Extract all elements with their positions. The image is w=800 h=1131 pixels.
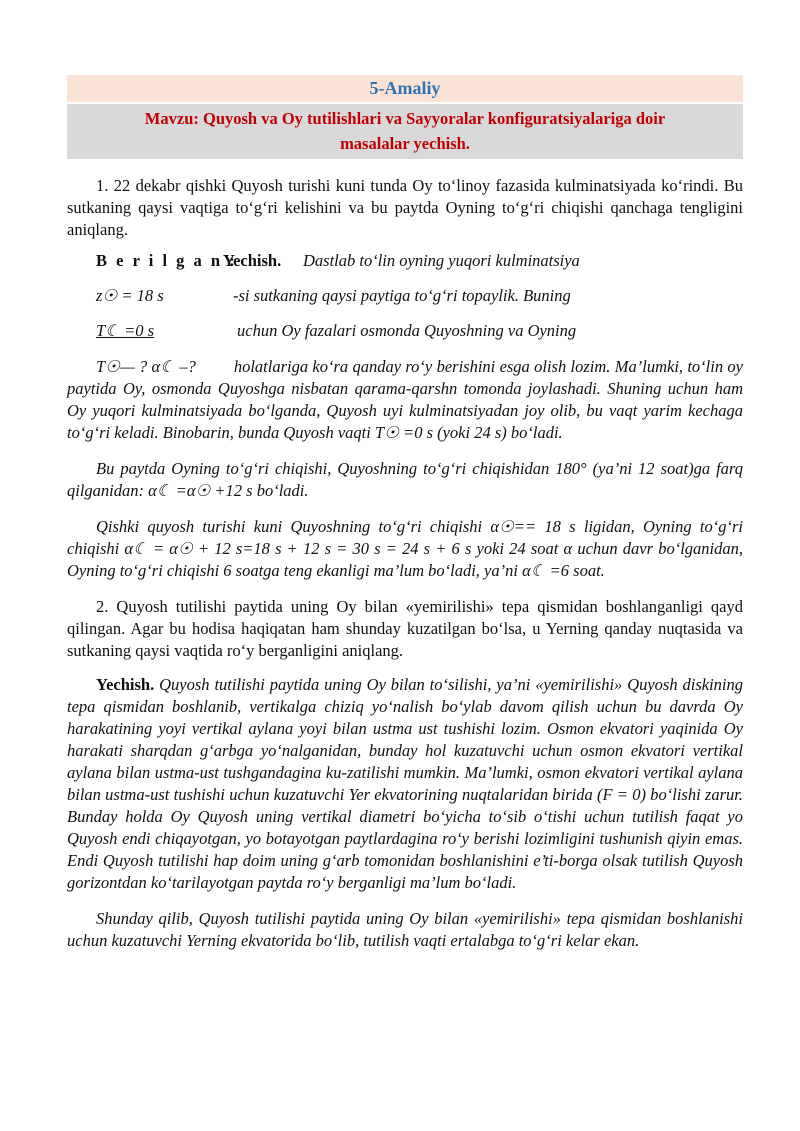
given-row-1 bbox=[67, 251, 743, 277]
solution-label-2: Yechish. bbox=[96, 675, 155, 694]
document-page bbox=[67, 75, 743, 952]
solution-line-3: uchun Oy fazalari osmonda Quyoshning va Oyning bbox=[237, 321, 577, 340]
solution-paragraph-2: Bu paytda Oyning to‘g‘ri chiqishi, Quyoshning to‘g‘ri chiqishidan 180° (ya’ni 12 soat)ga farq qilganidan: α☾ =α☉ +12 s bo‘ladi. bbox=[67, 459, 743, 500]
solution-paragraph-3: Qishki quyosh turishi kuni Quyoshning to‘g‘ri chiqishi α☉== 18 s ligidan, Oyning to‘g‘ri chiqishi α☾ = α☉ + 12 s=18 s + 12 s = 30 s = 24 s + 6 s yoki 24 soat α uchun davr bo‘lganidan, Oyning to‘g‘ri chiqishi 6 soatga teng ekanligi ma’lum bo‘ladi, ya’ni α☾ =6 soat. bbox=[67, 517, 743, 580]
problem-2-solution bbox=[67, 674, 743, 894]
given-row-2 bbox=[67, 286, 743, 312]
solution-paragraph-1 bbox=[67, 356, 743, 444]
given-t-moon: T☾ =0 s bbox=[96, 321, 155, 340]
topic-heading bbox=[67, 104, 743, 159]
given-row-3 bbox=[67, 321, 743, 347]
solution-line-2: -si sutkaning qaysi paytiga to‘g‘ri topaylik. Buning bbox=[233, 286, 571, 305]
given-z-sun: z☉ = 18 s bbox=[96, 286, 164, 305]
topic-line-1: Mavzu: Quyosh va Oy tutilishlari va Sayyoralar konfiguratsiyalariga doir bbox=[144, 109, 666, 128]
given-unknowns: T☉— ? α☾ –? bbox=[96, 357, 196, 376]
solution-paragraph-1-rest: holatlariga ko‘ra qanday ro‘y berishini esga olish lozim. Ma’lumki, to‘lin oy paytida Oy, osmonda Quyoshga nisbatan qarama-qarshn tomonda joylashadi. Shuning uchun ham Oy yuqori kulminatsiyada bo‘lganda, Quyosh uyi kulminatsiyadan joy olib, bu vaqt yarim kechaga to‘g‘ri keladi. Binobarin, bunda Quyosh vaqti T☉ =0 s (yoki 24 s) bo‘ladi. bbox=[67, 357, 743, 442]
solution-label-1: Yechish. bbox=[223, 251, 282, 270]
problem-2-text: 2. Quyosh tutilishi paytida uning Oy bilan «yemirilishi» tepa qismidan boshlanganligi qayd qilingan. Agar bu hodisa haqiqatan ham shunday kuzatilgan bo‘lsa, u Yerning qanday nuqtasida va sutkaning qaysi vaqtida ro‘y berganligini aniqlang. bbox=[67, 597, 743, 660]
page-title: 5-Amaliy bbox=[67, 75, 743, 102]
problem-2-solution-text: Quyosh tutilishi paytida uning Oy bilan to‘silishi, ya’ni «yemirilishi» Quyosh diskining tepa qismidan boshlanib, vertikalga chiziq yo‘nalish bo‘ylab davom qilish uchun bu davrda Oy harakatining yoyi vertikal aylana yoyi bilan ustma ust tushishi lozim. Osmon ekvatori yaqinida Oy harakati sharqdan g‘arbga yo‘nalganidan, bunday hol kuzatuvchi uchun osmon ekvatori vertikal aylana bilan ustma-ust tushgandagina ku-zatilishi mumkin. Ma’lumki, osmon ekvatori vertikal aylana bilan ustma-ust tushishi uchun kuzatuvchi Yer ekvatorining nuqtalaridan birida (F = 0) bo‘lishi zarur. Bunday holda Oy Quyosh uning vertikal diametri bo‘yicha to‘sib o‘tishi uchun tutilish faqat yo Quyosh endi chiqayotgan, yo botayotgan paytlardagina ro‘y berishi lozimligini tushunish qiyin emas. Endi Quyosh tutilishi hap doim uning g‘arb tomonidan boshlanishini e’ti-borga olsak tutilish Quyosh gorizontdan ko‘tarilayotgan paytda ro‘y berganligi ma’lum bo‘ladi. bbox=[67, 675, 743, 892]
topic-line-2: masalalar yechish. bbox=[340, 134, 470, 153]
problem-2-conclusion: Shunday qilib, Quyosh tutilishi paytida uning Oy bilan «yemirilishi» tepa qismidan boshlanishi uchun kuzatuvchi Yerning ekvatorida bo‘lib, tutilish vaqti ertalabga to‘g‘ri kelar ekan. bbox=[67, 909, 743, 950]
problem-1-text: 1. 22 dekabr qishki Quyosh turishi kuni tunda Oy to‘linoy fazasida kulminatsiyada ko‘rindi. Bu sutkaning qaysi vaqtiga to‘g‘ri kelishini va bu paytda Oyning to‘g‘ri chiqishi qanchaga tengligini aniqlang. bbox=[67, 176, 743, 239]
solution-line-1: Dastlab to‘lin oyning yuqori kulminatsiya bbox=[303, 251, 580, 270]
given-label: B e r i l g a n : bbox=[96, 251, 238, 270]
